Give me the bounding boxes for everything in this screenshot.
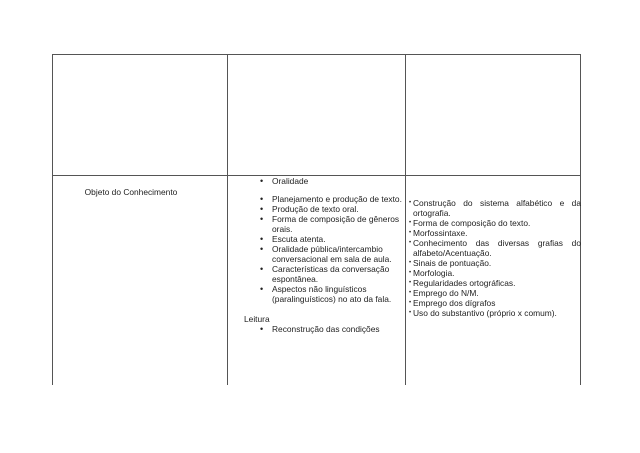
list-item: • Reconstrução das condições [232,324,402,334]
list-item: • Forma de composição do texto. [409,218,581,228]
list-item: • Planejamento e produção de texto. [232,194,402,204]
list-item: • Construção do sistema alfabético e da ortografia. [409,198,581,218]
table-column-divider-1 [227,54,228,385]
list-item: • Aspectos não linguísticos (paralinguísticos) no ato da fala. [232,284,402,304]
list-item: • Emprego do N/M. [409,288,581,298]
list-item: • Emprego dos dígrafos [409,298,581,308]
linguistic-knowledge-list [409,198,581,318]
list-item: • Oralidade [232,176,402,186]
row-label-objeto-conhecimento: Objeto do Conhecimento [84,187,178,197]
list-item: • Conhecimento das diversas grafias do alfabeto/Acentuação. [409,238,581,258]
oralidade-list [232,176,402,304]
list-item: • Produção de texto oral. [232,204,402,214]
table-border-top [52,54,581,55]
list-item: • Regularidades ortográficas. [409,278,581,288]
list-item: • Morfologia. [409,268,581,278]
reading-heading: Leitura [244,314,270,324]
list-item: • Forma de composição de gêneros orais. [232,214,402,234]
list-item: • Características da conversação espontânea. [232,264,402,284]
list-item: • Oralidade pública/intercambio conversacional em sala de aula. [232,244,402,264]
table-border-left [52,54,53,385]
list-item: • Morfossintaxe. [409,228,581,238]
list-item: • Uso do substantivo (próprio x comum). [409,308,581,318]
oralidade-cell [232,176,402,334]
list-item: • Escuta atenta. [232,234,402,244]
list-item: • Sinais de pontuação. [409,258,581,268]
linguistic-knowledge-cell [409,198,581,318]
reading-list [232,324,402,334]
table-column-divider-2 [405,54,406,385]
